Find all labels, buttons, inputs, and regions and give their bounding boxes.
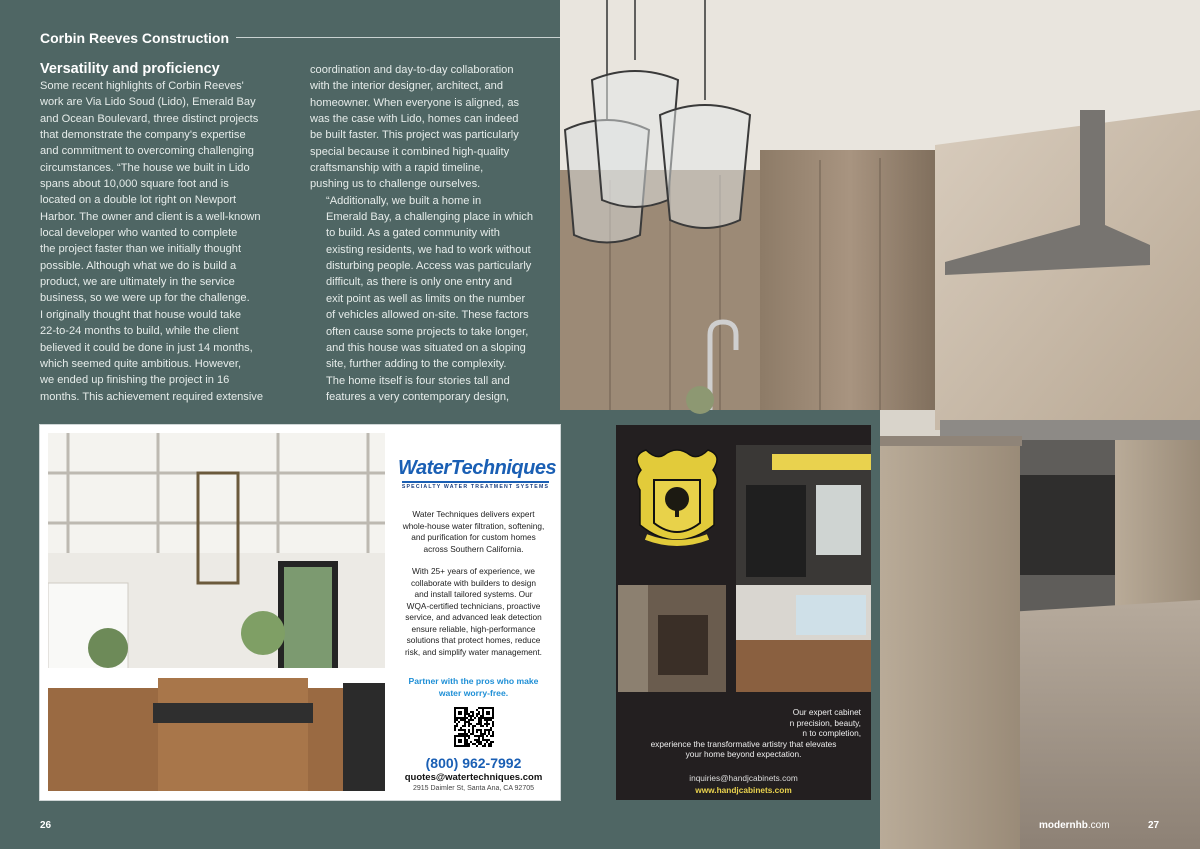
text-line: be built faster. This project was particularly <box>310 129 519 142</box>
footer-site[interactable] <box>1039 820 1110 831</box>
text-line: of vehicles allowed on-site. These factors <box>326 309 529 322</box>
text-line: difficult, as there is only one entry and <box>326 276 513 289</box>
text-line: features a very contemporary design, <box>326 390 510 403</box>
section-rule <box>236 37 560 38</box>
text-line: and purification for custom homes <box>411 532 536 542</box>
accent-bar <box>772 454 871 470</box>
article-column-1 <box>40 78 292 405</box>
text-line: Water Techniques delivers expert <box>412 509 535 519</box>
text-line: homeowner. When everyone is aligned, as <box>310 96 520 109</box>
water-ad-details <box>392 566 555 658</box>
text-line: and Ocean Boulevard, three distinct projects <box>40 112 259 125</box>
qr-code[interactable] <box>454 707 494 747</box>
text-line: collaborate with builders to design <box>411 577 536 588</box>
text-line: circumstances. “The house we built in Lido <box>40 161 250 174</box>
text-line: I originally thought that house would take <box>40 308 242 321</box>
text-line: was the case with Lido, homes can indeed <box>310 113 519 126</box>
text-line: Harbor. The owner and client is a well-known <box>40 210 261 223</box>
water-techniques-logo <box>398 457 557 490</box>
text-line: pushing us to challenge ourselves. <box>310 178 481 191</box>
text-line: Some recent highlights of Corbin Reeves' <box>40 80 244 92</box>
text-line: and install tailored systems. Our <box>414 589 533 599</box>
text-line: product, we are ultimately in the service <box>40 276 235 289</box>
text-line: we ended up finishing the project in 16 <box>40 374 230 387</box>
text-line: which seemed quite ambitious. However, <box>40 357 242 370</box>
cabinet-photo-kitchen <box>736 585 871 692</box>
text-line: with the interior designer, architect, and <box>310 80 504 93</box>
water-ad-address: 2915 Daimler St, Santa Ana, CA 92705 <box>412 785 535 792</box>
text-line: work are Via Lido Soud (Lido), Emerald Bay <box>40 96 256 109</box>
text-line: exit point as well as limits on the number <box>326 292 526 305</box>
text-line: disturbing people. Access was particularly <box>326 260 532 273</box>
text-line: existing residents, we had to work without <box>326 243 531 256</box>
text-line: believed it could be done in just 14 months, <box>40 341 253 354</box>
text-line: possible. Although what we do is build a <box>40 259 237 272</box>
text-line: located on a double lot right on Newport <box>40 194 237 207</box>
text-line: coordination and day-to-day collaboration <box>310 64 514 76</box>
text-line: solutions that protect homes, reduce <box>406 635 541 645</box>
page-number-left: 26 <box>40 820 52 831</box>
text-line: often cause some projects to take longer, <box>326 325 529 338</box>
text-line: WQA-certified technicians, proactive <box>406 600 541 611</box>
logo-text: WaterTechniques <box>398 457 557 479</box>
article-subhead: Versatility and proficiency <box>40 61 220 77</box>
cabinet-photo-dark <box>736 445 871 585</box>
text-line: The home itself is four stories tall and <box>326 374 510 387</box>
page-number-right: 27 <box>1148 820 1160 831</box>
site-bold: modernhb <box>1039 820 1088 831</box>
water-ad-intro <box>392 509 555 555</box>
text-line: whole-house water filtration, softening, <box>402 520 545 531</box>
text-line: spans about 10,000 square foot and is <box>40 178 229 191</box>
site-rest: .com <box>1087 820 1110 831</box>
text-line: site, further adding to the complexity. <box>326 358 507 371</box>
text-line: experience the transformative artistry that elevates <box>650 738 837 749</box>
text-line: months. This achievement required extensive <box>40 390 264 403</box>
text-line: Partner with the pros who make <box>408 676 539 686</box>
text-line: n to completion, <box>802 728 861 738</box>
text-line: your home beyond expectation. <box>685 749 802 759</box>
water-ad-cta <box>392 676 555 699</box>
cabinet-ad-copy <box>616 707 871 760</box>
text-line: With 25+ years of experience, we <box>412 566 535 576</box>
crest-logo <box>626 445 728 557</box>
water-ad-kitchen-photo <box>48 433 385 791</box>
text-line: 22-to-24 months to build, while the client <box>40 325 239 338</box>
text-line: across Southern California. <box>423 543 524 554</box>
cabinet-ad[interactable] <box>616 425 871 800</box>
water-ad-phone[interactable]: (800) 962-7992 <box>425 755 522 771</box>
text-line: service, and advanced leak detection <box>405 612 542 622</box>
text-line: special because it combined high-quality <box>310 145 510 158</box>
text-line: craftsmanship with a rapid timeline, <box>310 162 484 175</box>
text-line: the project faster than we initially thought <box>40 243 242 256</box>
logo-tagline: SPECIALTY WATER TREATMENT SYSTEMS <box>401 484 550 490</box>
paragraph-emerald-bay <box>310 193 542 405</box>
text-line: ensure reliable, high-performance <box>411 623 536 634</box>
cabinet-photo-stone <box>618 585 726 692</box>
text-line: n precision, beauty, <box>789 717 861 728</box>
text-line: water worry-free. <box>438 687 509 698</box>
water-ad-email[interactable]: quotes@watertechniques.com <box>404 772 543 783</box>
article-column-2 <box>310 62 542 405</box>
text-line: business, so we were up for the challenge. <box>40 292 250 305</box>
text-line: Our expert cabinet <box>792 707 861 717</box>
text-line: that demonstrate the company's expertise <box>40 129 246 142</box>
text-line: local developer who wanted to complete <box>40 227 238 240</box>
text-line: and commitment to overcoming challenging <box>40 145 254 158</box>
water-techniques-ad[interactable] <box>40 425 560 800</box>
text-line: to build. As a gated community with <box>326 227 500 240</box>
text-line: Emerald Bay, a challenging place in which <box>326 211 533 224</box>
text-line: “Additionally, we built a home in <box>326 194 482 207</box>
section-title: Corbin Reeves Construction <box>40 30 230 46</box>
cabinet-ad-email[interactable]: inquiries@handjcabinets.com <box>689 773 798 783</box>
cabinet-ad-website[interactable]: www.handjcabinets.com <box>695 785 792 795</box>
text-line: risk, and simplify water management. <box>405 646 542 657</box>
paragraph-lido-end <box>310 62 542 193</box>
text-line: and this house was situated on a sloping <box>326 341 526 354</box>
